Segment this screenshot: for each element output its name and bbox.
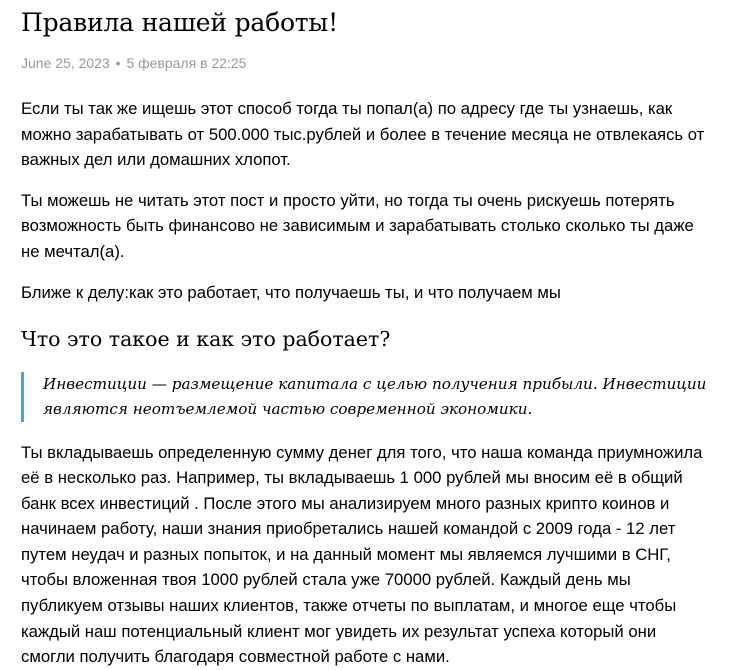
article-title: Правила нашей работы! (21, 8, 338, 37)
blockquote-text: Инвестиции — размещение капитала с целью получения прибыли. Инвестиции являются неотъемлемой частью современной экономики. (43, 374, 707, 418)
blockquote (21, 372, 713, 422)
meta-separator: • (115, 55, 121, 71)
intro-paragraph-3: Ближе к делу:как это работает, что получаешь ты, и что получаем мы (21, 283, 561, 302)
article (21, 0, 721, 670)
publish-date: June 25, 2023 (21, 55, 110, 71)
article-meta (21, 54, 721, 72)
body-paragraph: Ты вкладываешь определенную сумму денег для того, что наша команда приумножила её в несколько раз. Например, ты вкладываешь 1 000 рублей мы вносим её в общий банк всех инвестиций . После этого мы анализируем много разных крипто коинов и начинаем работу, наши знания приобретались нашей командой с 2009 года - 12 лет путем неудач и разных попыток, и на данный момент мы являемся лучшими в СНГ, чтобы вложенная твоя 1000 рублей стала уже 70000 рублей. Каждый день мы публикуем отзывы наших клиентов, также отчеты по выплатам, и многое еще чтобы каждый наш потенциальный клиент мог увидеть их результат успеха который они смогли получить благодаря совместной работе с нами. (21, 442, 703, 667)
section-heading: Что это такое и как это работает? (21, 326, 391, 351)
edited-date: 5 февраля в 22:25 (126, 55, 247, 71)
intro-paragraph-1: Если ты так же ищешь этот способ тогда ты попал(а) по адресу где ты узнаешь, как можно зарабатывать от 500.000 тыс.рублей и более в течение месяца не отвлекаясь от важных дел или домашних хлопот. (21, 99, 705, 169)
intro-paragraph-2: Ты можешь не читать этот пост и просто уйти, но тогда ты очень рискуешь потерять возможность быть финансово не зависимым и зарабатывать столько сколько ты даже не мечтал(а). (21, 190, 694, 261)
